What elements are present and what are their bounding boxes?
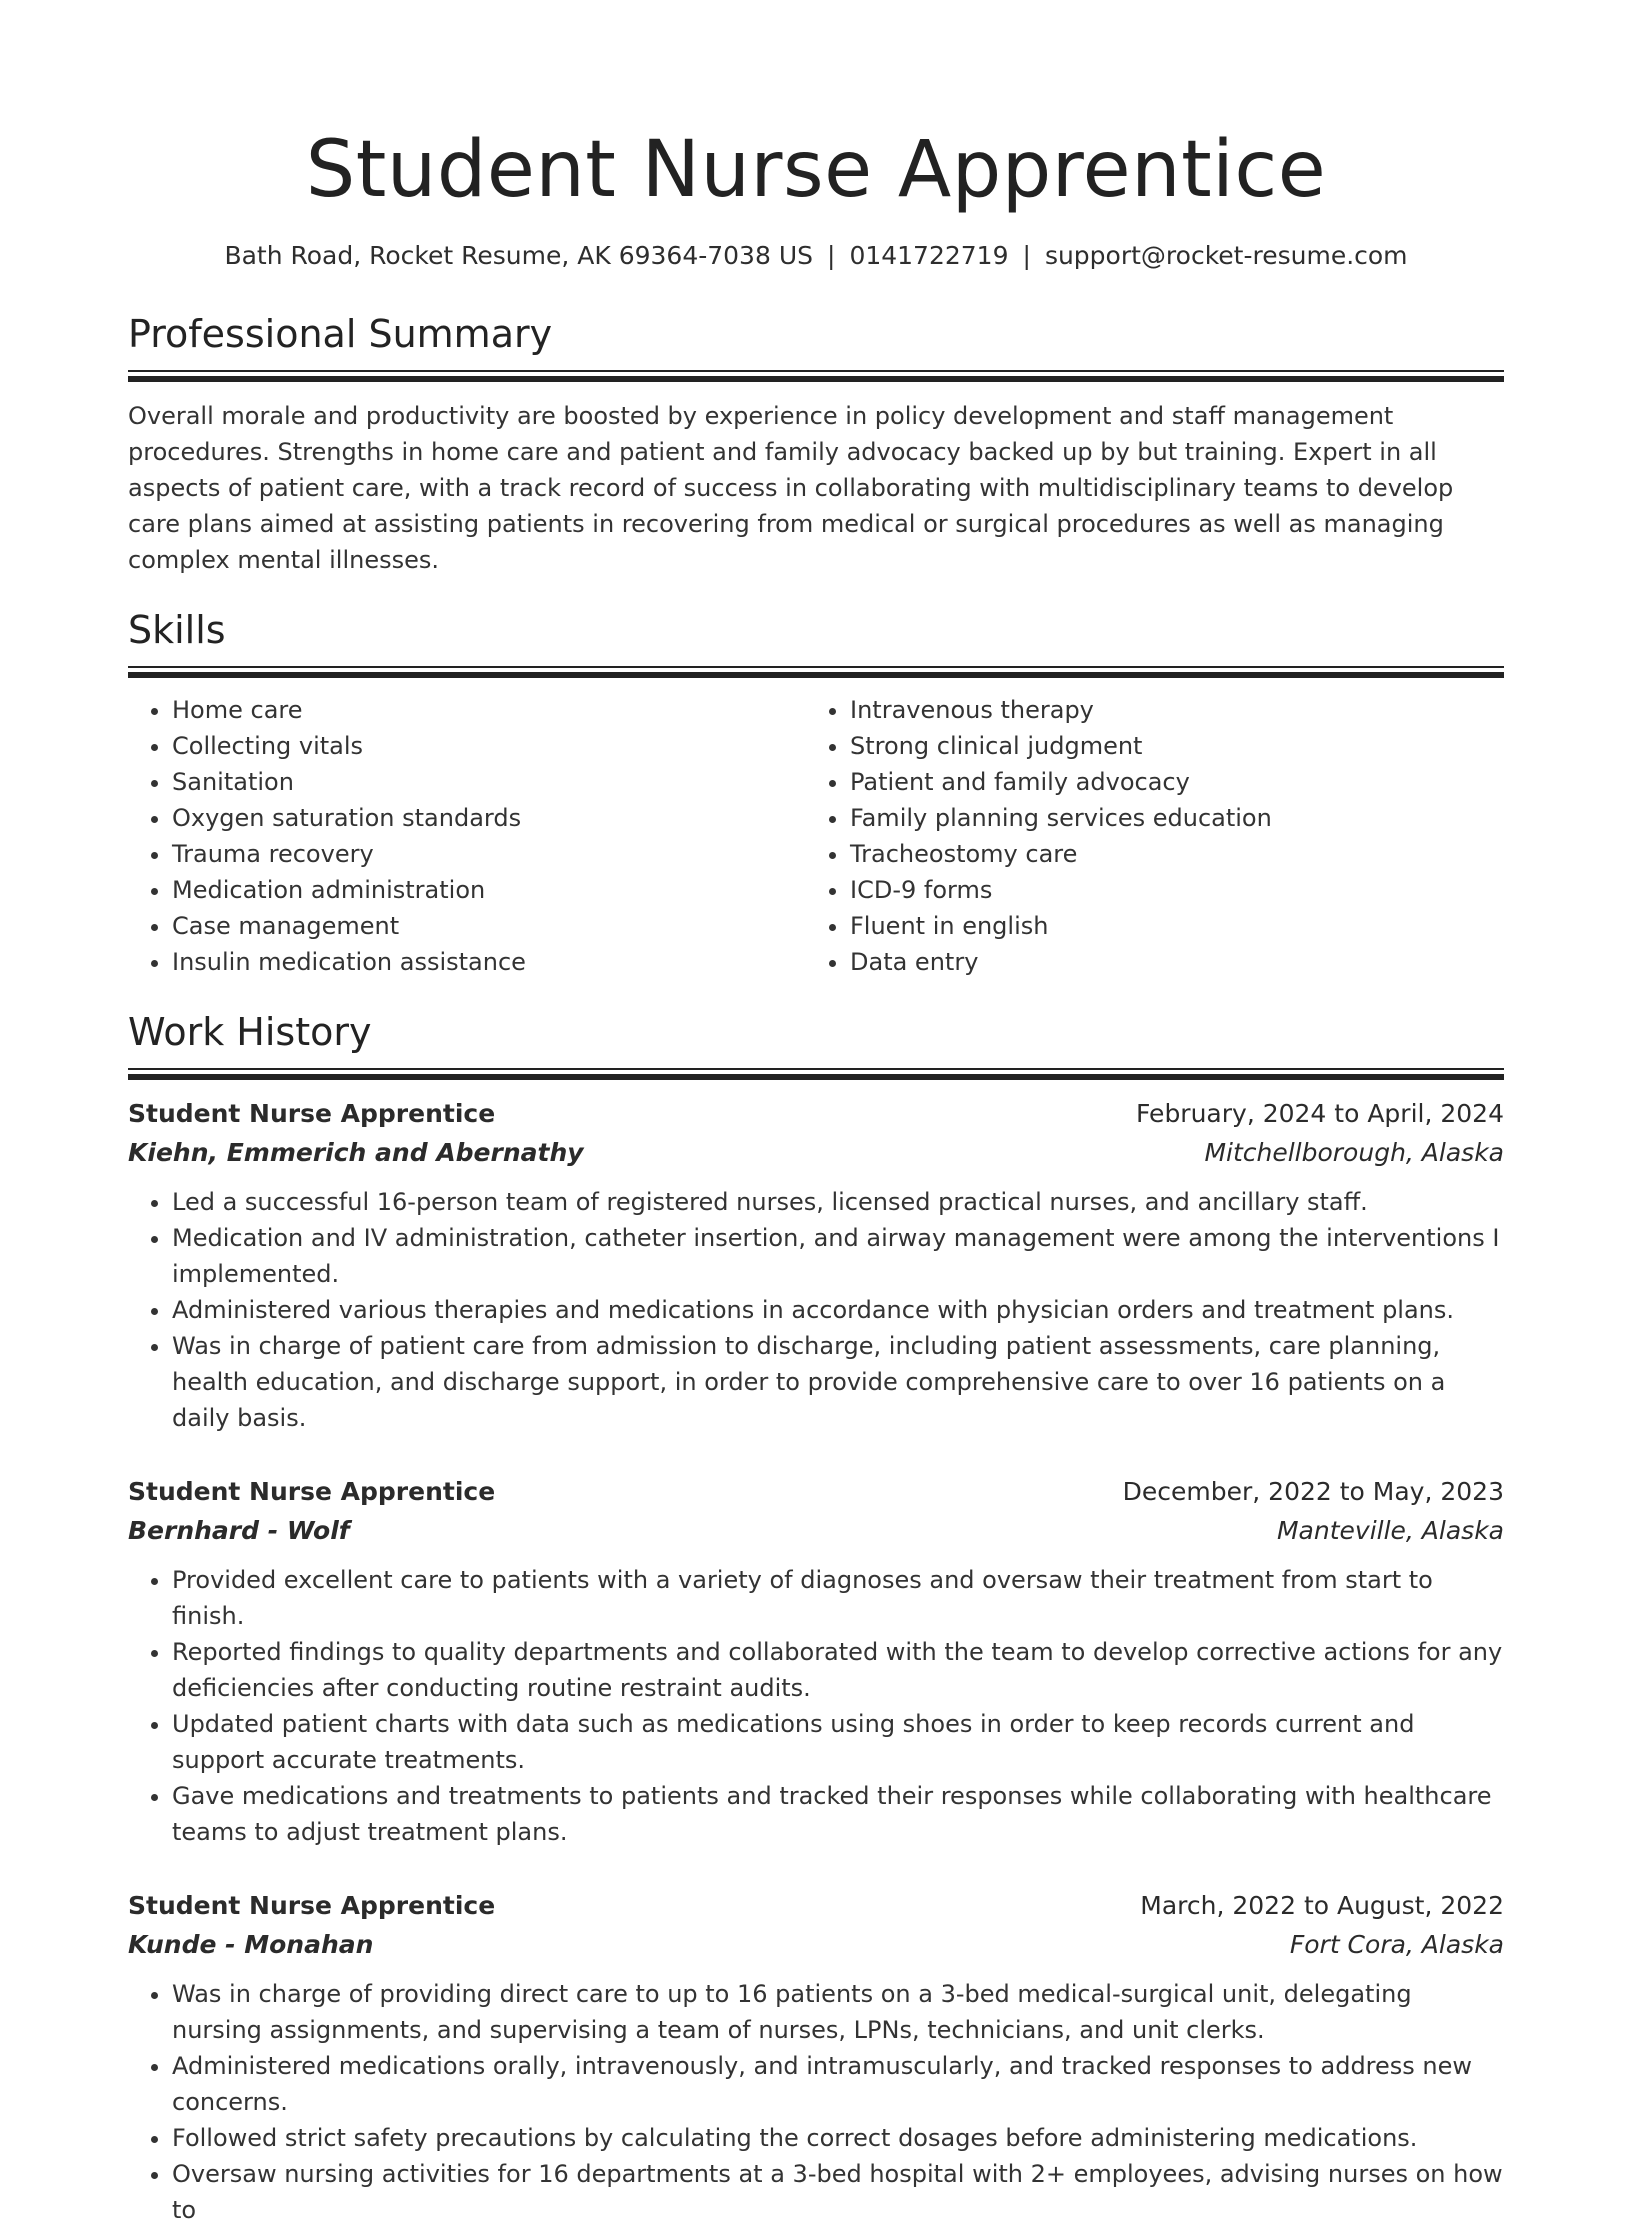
job-location: Mitchellborough, Alaska [1204, 1138, 1504, 1167]
job-dates: March, 2022 to August, 2022 [1140, 1891, 1504, 1920]
job-header-row [128, 1094, 1504, 1134]
contact-email: support@rocket-resume.com [1044, 241, 1408, 270]
job-bullet-list [128, 1562, 1504, 1850]
contact-separator: | [1022, 241, 1031, 270]
skills-section [128, 606, 1504, 980]
job-bullet: • Followed strict safety precautions by calculating the correct dosages before administering medications. [172, 2120, 1504, 2156]
skills-grid [128, 692, 1504, 980]
job-bullet: • Led a successful 16-person team of registered nurses, licensed practical nurses, and ancillary staff. [172, 1184, 1504, 1220]
skill-item: • Data entry [850, 944, 1484, 980]
section-divider-thin [128, 1068, 1504, 1070]
section-divider-thin [128, 370, 1504, 372]
section-divider-thick [128, 672, 1504, 678]
skill-item: • Home care [172, 692, 806, 728]
section-heading-summary: Professional Summary [128, 312, 553, 356]
skill-item: • Intravenous therapy [850, 692, 1484, 728]
contact-line [128, 238, 1504, 274]
job-dates: December, 2022 to May, 2023 [1122, 1477, 1504, 1506]
job-employer-row [128, 1134, 1504, 1172]
job-bullet-list [128, 1184, 1504, 1436]
job-company: Kiehn, Emmerich and Abernathy [128, 1138, 584, 1167]
job-bullet: • Administered various therapies and medications in accordance with physician orders and treatment plans. [172, 1292, 1504, 1328]
skill-item: • Collecting vitals [172, 728, 806, 764]
skill-item: • Family planning services education [850, 800, 1484, 836]
skills-list-left [128, 692, 806, 980]
skill-item: • Strong clinical judgment [850, 728, 1484, 764]
job-company: Bernhard - Wolf [128, 1516, 350, 1545]
job-bullet: • Updated patient charts with data such as medications using shoes in order to keep records current and support accurate treatments. [172, 1706, 1504, 1778]
job-entry [128, 1094, 1504, 1436]
skill-item: • Oxygen saturation standards [172, 800, 806, 836]
job-bullet: • Medication and IV administration, catheter insertion, and airway management were among the interventions I implemented. [172, 1220, 1504, 1292]
section-divider-thin [128, 666, 1504, 668]
job-header-row [128, 1886, 1504, 1926]
job-location: Manteville, Alaska [1276, 1516, 1504, 1545]
contact-phone: 0141722719 [849, 241, 1009, 270]
skill-item: • Fluent in english [850, 908, 1484, 944]
job-employer-row [128, 1926, 1504, 1964]
contact-separator: | [827, 241, 836, 270]
job-bullet: • Oversaw nursing activities for 16 departments at a 3-bed hospital with 2+ employees, advising nurses on how to [172, 2156, 1504, 2228]
skill-item: • Patient and family advocacy [850, 764, 1484, 800]
job-title: Student Nurse Apprentice [128, 1477, 496, 1506]
section-heading-work-history: Work History [128, 1010, 372, 1054]
skill-item: • Medication administration [172, 872, 806, 908]
work-history-section [128, 1008, 1504, 2228]
job-bullet: • Reported findings to quality departments and collaborated with the team to develop corrective actions for any deficiencies after conducting routine restraint audits. [172, 1634, 1504, 1706]
job-bullet-list [128, 1976, 1504, 2228]
skill-item: • Sanitation [172, 764, 806, 800]
summary-paragraph: Overall morale and productivity are boosted by experience in policy development and staff management procedures. Strengths in home care and patient and family advocacy backed up by but training. Expert in all aspects of patient care, with a track record of success in collaborating with multidisciplinary teams to develop care plans aimed at assisting patients in recovering from medical or surgical procedures as well as managing complex mental illnesses. [128, 402, 1454, 574]
job-location: Fort Cora, Alaska [1289, 1930, 1504, 1959]
skill-item: • Insulin medication assistance [172, 944, 806, 980]
section-heading-skills: Skills [128, 608, 226, 652]
contact-address: Bath Road, Rocket Resume, AK 69364-7038 US [224, 241, 813, 270]
job-employer-row [128, 1512, 1504, 1550]
job-bullet: • Gave medications and treatments to patients and tracked their responses while collaborating with healthcare teams to adjust treatment plans. [172, 1778, 1504, 1850]
skill-item: • Tracheostomy care [850, 836, 1484, 872]
job-entry [128, 1472, 1504, 1850]
job-title: Student Nurse Apprentice [128, 1891, 496, 1920]
section-divider-thick [128, 376, 1504, 382]
job-bullet: • Was in charge of patient care from admission to discharge, including patient assessments, care planning, health education, and discharge support, in order to provide comprehensive care to over 16 patients on a daily basis. [172, 1328, 1504, 1436]
job-company: Kunde - Monahan [128, 1930, 374, 1959]
skill-item: • Trauma recovery [172, 836, 806, 872]
job-bullet: • Provided excellent care to patients with a variety of diagnoses and oversaw their treatment from start to finish. [172, 1562, 1504, 1634]
job-bullet: • Administered medications orally, intravenously, and intramuscularly, and tracked responses to address new concerns. [172, 2048, 1504, 2120]
skill-item: • ICD-9 forms [850, 872, 1484, 908]
job-bullet: • Was in charge of providing direct care to up to 16 patients on a 3-bed medical-surgical unit, delegating nursing assignments, and supervising a team of nurses, LPNs, technicians, and unit clerks. [172, 1976, 1504, 2048]
job-title: Student Nurse Apprentice [128, 1099, 496, 1128]
job-header-row [128, 1472, 1504, 1512]
skill-item: • Case management [172, 908, 806, 944]
section-divider-thick [128, 1074, 1504, 1080]
resume-page [128, 0, 1504, 2228]
skills-list-right [806, 692, 1484, 980]
job-dates: February, 2024 to April, 2024 [1136, 1099, 1504, 1128]
job-entry [128, 1886, 1504, 2228]
professional-summary-section [128, 310, 1504, 578]
resume-name-title: Student Nurse Apprentice [305, 125, 1327, 215]
